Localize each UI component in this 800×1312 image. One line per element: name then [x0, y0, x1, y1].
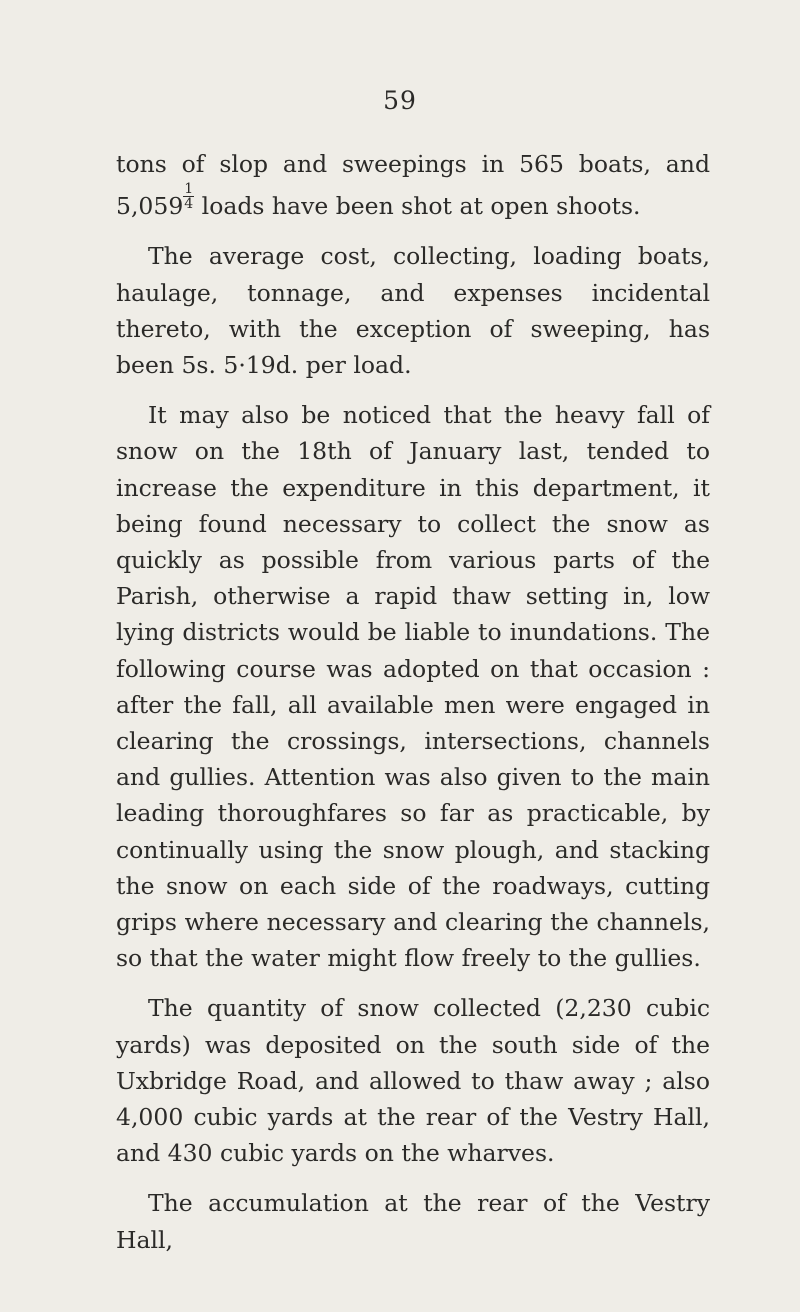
- paragraph-2: The average cost, collecting, loading boats, haulage, tonnage, and expenses incidental thereto, with the exception of sweeping, has been 5s. 5·19d. per load.: [116, 242, 710, 380]
- paragraph-4: The quantity of snow collected (2,230 cubic yards) was deposited on the south side of the Uxbridge Road, and allowed to thaw away ; also 4,000 cubic yards at the rear of the Vestry Hall, and 430 cubic yards on the wharves.: [116, 994, 710, 1168]
- paragraph-3: It may also be noticed that the heavy fall of snow on the 18th of January last, tended to increase the expenditure in this department, it being found necessary to collect the snow as quickly as possible from various parts of the Parish, otherwise a rapid thaw setting in, low lying districts would be liable to inundations. The following course was adopted on that occasion : after the fall, all available men were engaged in clearing the crossings, intersections, channels and gullies. Attention was also given to the main leading thoroughfares so far as practicable, by continually using the snow plough, and stacking the snow on each side of the roadways, cutting grips where necessary and clearing the channels, so that the water might flow freely to the gullies.: [116, 401, 710, 973]
- paragraph-5: The accumulation at the rear of the Vestry Hall,: [116, 1189, 710, 1254]
- paragraph-1-text-end: loads have been shot at open shoots.: [194, 192, 641, 221]
- paragraph-1: [116, 146, 710, 224]
- paragraph-1-text-start: tons of slop and sweepings in 565 boats, and 5,059: [116, 150, 710, 221]
- fraction-numerator: 1: [184, 181, 194, 198]
- body-text: [116, 146, 710, 1272]
- fraction-one-quarter: [183, 182, 194, 211]
- page-number: 59: [383, 86, 417, 115]
- fraction-denominator: 4: [184, 196, 194, 213]
